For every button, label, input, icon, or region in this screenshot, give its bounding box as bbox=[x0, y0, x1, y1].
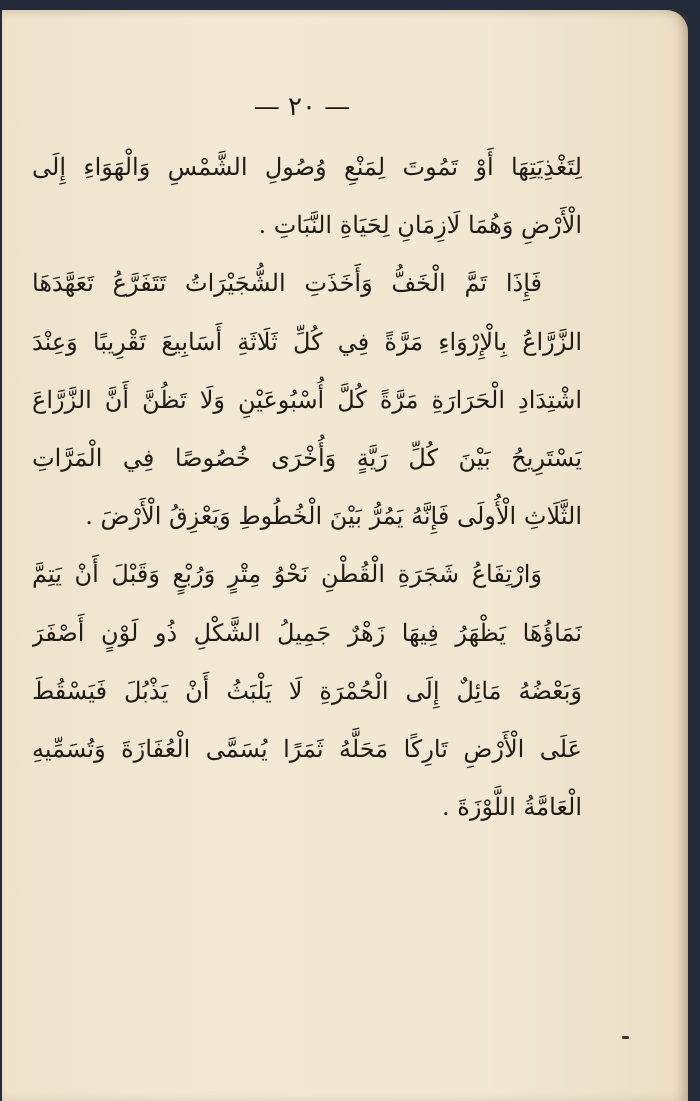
text-line: لِتَغْذِيَتِهَا أَوْ تَمُوتَ لِمَنْعِ وُصُولِ الشَّمْسِ وَالْهَوَاءِ إِلَى bbox=[32, 153, 582, 181]
paragraph-1 bbox=[32, 138, 582, 254]
text-line: الْأَرْضِ وَهُمَا لَازِمَانِ لِحَيَاةِ النَّبَاتِ . bbox=[258, 211, 582, 240]
text-line: وَارْتِفَاعُ شَجَرَةِ الْقُطْنِ نَحْوُ مِتْرٍ وَرُبْعٍ وَقَبْلَ أَنْ يَتِمَّ bbox=[32, 560, 542, 589]
paragraph-2 bbox=[32, 254, 582, 545]
text-line: اشْتِدَادِ الْحَرَارَةِ مَرَّةً كُلَّ أُسْبُوعَيْنِ وَلَا تَظُنَّ أَنَّ الزَّرَّاعَ bbox=[32, 385, 582, 414]
page-edge-shadow bbox=[676, 10, 688, 1101]
text-line: نَمَاؤُهَا يَظْهَرُ فِيهَا زَهْرٌ جَمِيلُ الشَّكْلِ ذُو لَوْنٍ أَصْفَرَ bbox=[32, 618, 582, 647]
text-line: الزَّرَّاعُ بِالْإِرْوَاءِ مَرَّةً فِي كُلِّ ثَلَاثَةِ أَسَابِيعَ تَقْرِيبًا وَعِنْدَ bbox=[32, 327, 582, 356]
text-line: وَبَعْضُهُ مَائِلٌ إِلَى الْحُمْرَةِ لَا يَلْبَثُ أَنْ يَذْبُلَ فَيَسْقُطَ bbox=[32, 676, 582, 705]
text-line: فَإِذَا تَمَّ الْخَفُّ وَأَخَذَتِ الشُّجَيْرَاتُ تَتَفَرَّعُ تَعَهَّدَهَا bbox=[32, 269, 542, 298]
text-line: الثَّلَاثِ الْأُولَى فَإِنَّهُ يَمُرُّ بَيْنَ الْخُطُوطِ وَيَعْزِقُ الْأَرْضَ . bbox=[85, 502, 582, 531]
paragraph-3 bbox=[32, 545, 582, 836]
text-line: عَلَى الْأَرْضِ تَارِكًا مَحَلَّهُ ثَمَرًا يُسَمَّى الْعُفَازَةَ وَتُسَمِّيهِ bbox=[32, 734, 582, 763]
text-line: الْعَامَّةُ اللَّوْزَةَ . bbox=[442, 793, 582, 822]
page-number: — ٢٠ — bbox=[253, 92, 351, 122]
text-line: يَسْتَرِيحُ بَيْنَ كُلِّ رَيَّةٍ وَأُخْرَى خُصُوصًا فِي الْمَرَّاتِ bbox=[32, 443, 582, 472]
book-page bbox=[2, 10, 688, 1101]
ink-speck bbox=[622, 1036, 629, 1039]
body-text bbox=[32, 138, 582, 836]
